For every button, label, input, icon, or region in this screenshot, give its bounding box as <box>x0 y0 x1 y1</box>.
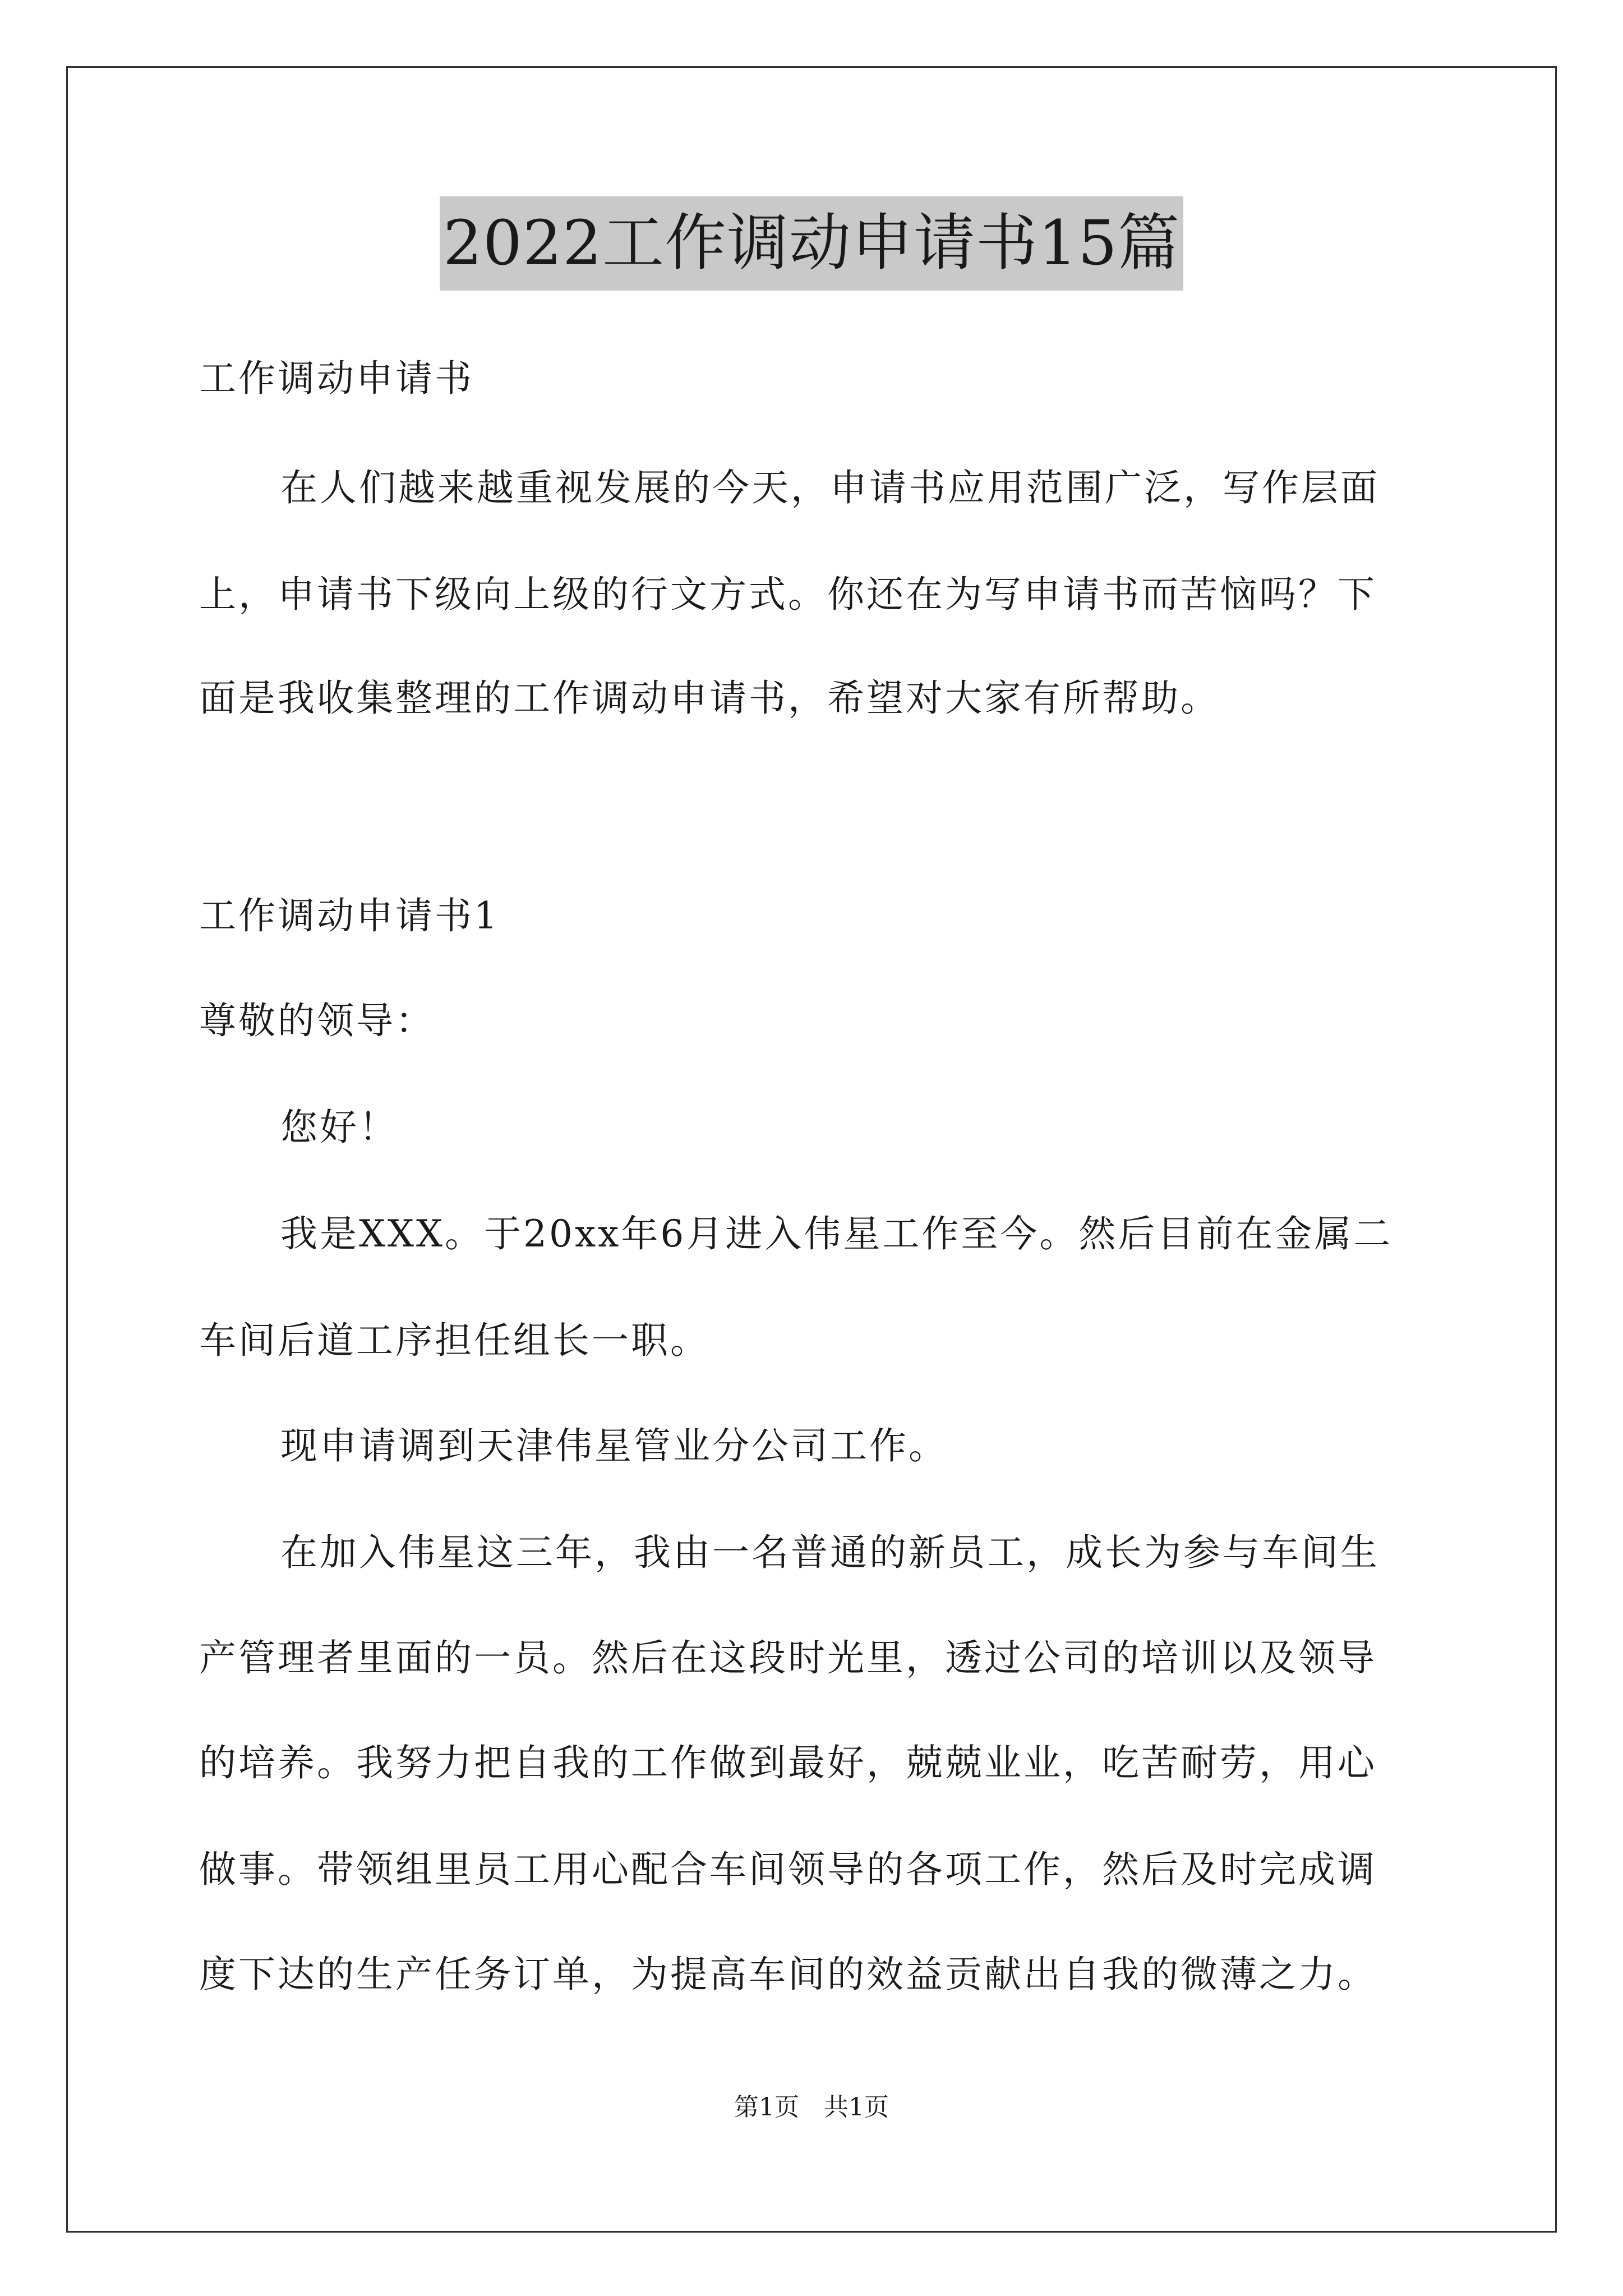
intro-line-3: 面是我收集整理的工作调动申请书，希望对大家有所帮助。 <box>199 677 1220 720</box>
document-title: 2022工作调动申请书15篇 <box>440 196 1183 291</box>
salutation: 尊敬的领导： <box>199 999 435 1042</box>
page-footer: 第1页 共1页 <box>734 2093 889 2122</box>
intro-line-1: 在人们越来越重视发展的今天，申请书应用范围广泛，写作层面 <box>280 466 1380 509</box>
para1-line-2: 车间后道工序担任组长一职。 <box>199 1319 709 1362</box>
para2-line-1: 现申请调到天津伟星管业分公司工作。 <box>280 1424 948 1467</box>
intro-line-2: 上，申请书下级向上级的行文方式。你还在为写申请书而苦恼吗？下 <box>199 573 1377 616</box>
para3-line-5: 度下达的生产任务订单，为提高车间的效益贡献出自我的微薄之力。 <box>199 1953 1377 1996</box>
para3-line-4: 做事。带领组里员工用心配合车间领导的各项工作，然后及时完成调 <box>199 1848 1377 1891</box>
para3-line-2: 产管理者里面的一员。然后在这段时光里，透过公司的培训以及领导 <box>199 1636 1377 1680</box>
title-container <box>0 196 1623 291</box>
para3-line-1: 在加入伟星这三年，我由一名普通的新员工，成长为参与车间生 <box>280 1531 1380 1574</box>
para1-line-1: 我是XXX。于20xx年6月进入伟星工作至今。然后目前在金属二 <box>280 1212 1393 1255</box>
greeting: 您好！ <box>280 1106 398 1149</box>
para3-line-3: 的培养。我努力把自我的工作做到最好，兢兢业业，吃苦耐劳，用心 <box>199 1741 1377 1784</box>
section-heading-intro: 工作调动申请书 <box>199 357 474 400</box>
section-heading-1: 工作调动申请书1 <box>199 894 500 937</box>
